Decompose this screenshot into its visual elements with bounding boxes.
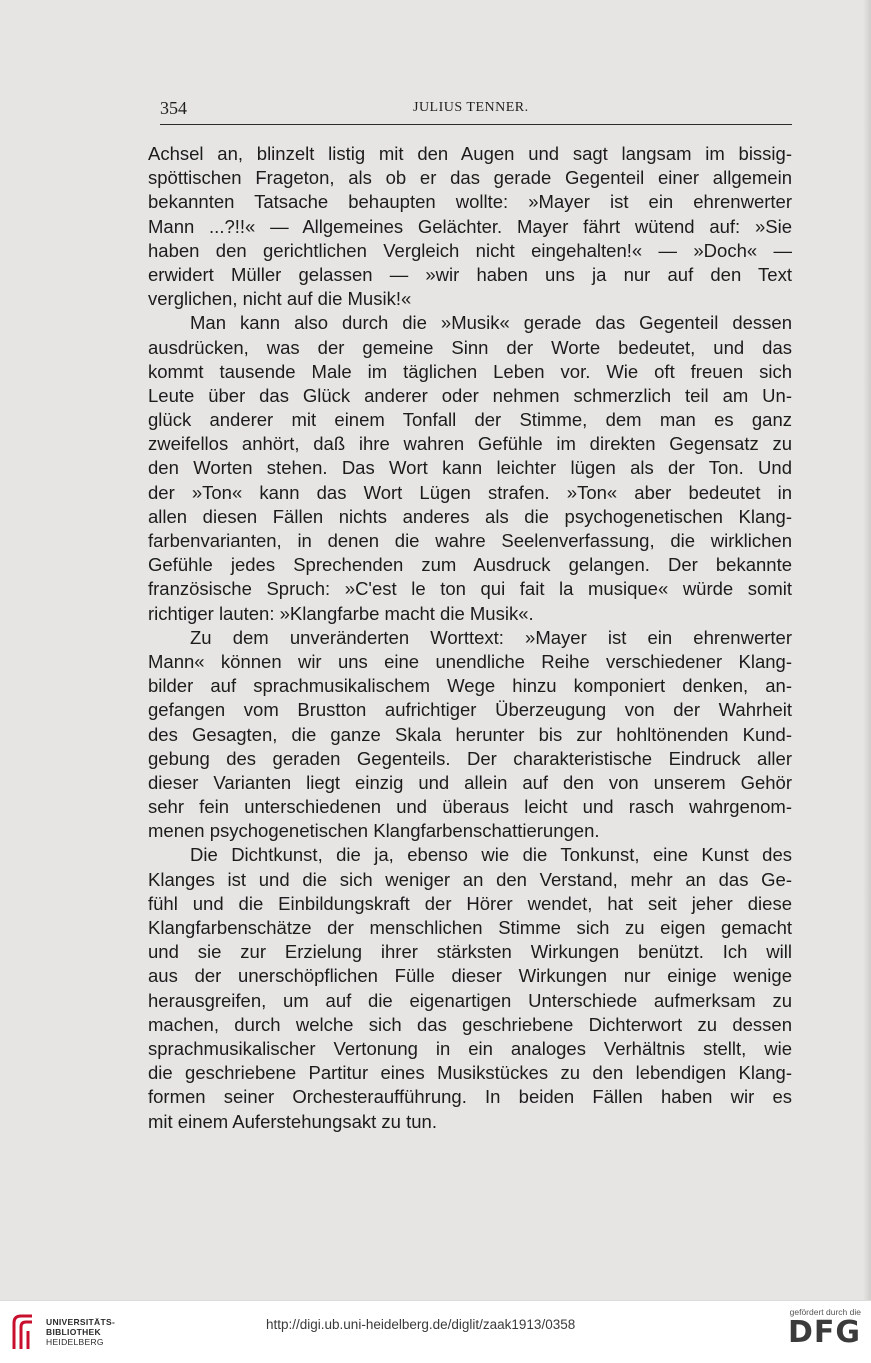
text-line: fühl und die Einbildungskraft der Hörer wendet, hat seit jeher diese xyxy=(148,892,792,914)
text-line: Zu dem unveränderten Worttext: »Mayer ist ein ehrenwerter xyxy=(190,626,792,648)
text-line: ausdrücken, was der gemeine Sinn der Worte bedeutet, und das xyxy=(148,336,792,358)
text-line: und sie zur Erzielung ihrer stärksten Wirkungen benützt. Ich will xyxy=(148,941,792,963)
text-line: dieser Varianten liegt einzig und allein auf den von unserem Gehör xyxy=(148,771,792,793)
text-line: bilder auf sprachmusikalischem Wege hinzu komponiert denken, an- xyxy=(148,675,792,697)
library-name[interactable] xyxy=(46,1317,115,1347)
text-line: sprachmusikalischer Vertonung in ein analoges Verhältnis stellt, wie xyxy=(148,1037,792,1059)
funding-block[interactable] xyxy=(765,1307,861,1349)
text-line: farbenvarianten, in denen die wahre Seelenverfassung, die wirklichen xyxy=(148,530,792,551)
text-line: herausgreifen, um auf die eigenartigen Unterschiede aufmerksam zu xyxy=(148,989,792,1011)
library-line: HEIDELBERG xyxy=(46,1337,104,1347)
text-line: die geschriebene Partitur eines Musikstückes zu den lebendigen Klang- xyxy=(148,1062,792,1084)
text-line: kommt tausende Male im täglichen Leben vor. Wie oft freuen sich xyxy=(148,360,792,382)
text-line: allen diesen Fällen nichts anderes als die psychogenetischen Klang- xyxy=(148,505,792,527)
text-line: zweifellos anhört, daß ihre wahren Gefühle im direkten Gegensatz zu xyxy=(148,433,792,455)
text-line: mit einem Auferstehungsakt zu tun. xyxy=(148,1110,437,1132)
text-line: formen seiner Orchesteraufführung. In beiden Fällen haben wir es xyxy=(148,1086,792,1108)
viewer-footer xyxy=(0,1300,871,1363)
page-number: 354 xyxy=(160,98,187,118)
running-head: JULIUS TENNER. xyxy=(413,100,529,115)
library-line: BIBLIOTHEK xyxy=(46,1327,101,1337)
text-line: Leute über das Glück anderer oder nehmen schmerzlich teil am Un- xyxy=(148,384,792,406)
text-line: sehr fein unterschiedenen und überaus leicht und rasch wahrgenom- xyxy=(148,796,792,818)
text-line: machen, durch welche sich das geschriebene Dichterwort zu dessen xyxy=(148,1013,792,1035)
library-line: UNIVERSITÄTS- xyxy=(46,1317,116,1327)
text-line: haben den gerichtlichen Vergleich nicht eingehalten!« — »Doch« — xyxy=(148,239,792,261)
text-line: gebung des geraden Gegenteils. Der charakteristische Eindruck aller xyxy=(148,747,792,769)
text-line: Die Dichtkunst, die ja, ebenso wie die Tonkunst, eine Kunst des xyxy=(190,844,792,866)
text-line: Gefühle jedes Sprechenden zum Ausdruck gelangen. Der bekannte xyxy=(148,554,792,576)
text-line: Mann« können wir uns eine unendliche Reihe verschiedener Klang- xyxy=(148,650,792,672)
text-line: Mann ...?!!« — Allgemeines Gelächter. Mayer fährt wütend auf: »Sie xyxy=(148,215,792,237)
permalink-url[interactable]: http://digi.ub.uni-heidelberg.de/diglit/zaak1913/0358 xyxy=(266,1317,576,1332)
body-text xyxy=(148,142,792,1134)
page-header xyxy=(160,98,792,125)
dfg-logo: DFG xyxy=(787,1315,861,1350)
text-line: gefangen vom Brustton aufrichtiger Überzeugung von der Wahrheit xyxy=(148,699,792,721)
text-line: Klangfarbenschätze der menschlichen Stimme sich zu eigen gemacht xyxy=(148,917,792,938)
text-line: französische Spruch: »C'est le ton qui fait la musique« würde somit xyxy=(148,578,792,600)
text-line: glück anderer mit einem Tonfall der Stimme, dem man es ganz xyxy=(148,409,792,431)
text-line: menen psychogenetischen Klangfarbenschattierungen. xyxy=(148,820,600,842)
text-line: Man kann also durch die »Musik« gerade das Gegenteil dessen xyxy=(190,312,792,334)
text-line: bekannten Tatsache behaupten wollte: »Mayer ist ein ehrenwerter xyxy=(148,191,792,213)
funding-caption: gefördert durch die xyxy=(789,1307,861,1317)
text-line: Achsel an, blinzelt listig mit den Augen und sagt langsam im bissig- xyxy=(148,143,792,164)
text-line: richtiger lauten: »Klangfarbe macht die Musik«. xyxy=(148,602,534,624)
text-line: des Gesagten, die ganze Skala herunter bis zur hohltönenden Kund- xyxy=(148,723,792,745)
text-line: Klanges ist und die sich weniger an den Verstand, mehr an das Ge- xyxy=(148,868,792,890)
text-line: spöttischen Frageton, als ob er das gerade Gegenteil einer allgemein xyxy=(148,167,792,189)
text-line: aus der unerschöpflichen Fülle dieser Wirkungen nur einige wenige xyxy=(148,965,792,987)
ub-heidelberg-logo-icon[interactable] xyxy=(10,1313,36,1351)
text-line: erwidert Müller gelassen — »wir haben uns ja nur auf den Text xyxy=(148,263,792,285)
text-line: der »Ton« kann das Wort Lügen strafen. »Ton« aber bedeutet in xyxy=(148,481,792,503)
text-line: den Worten stehen. Das Wort kann leichter lügen als der Ton. Und xyxy=(148,457,792,479)
text-line: verglichen, nicht auf die Musik!« xyxy=(148,288,412,310)
